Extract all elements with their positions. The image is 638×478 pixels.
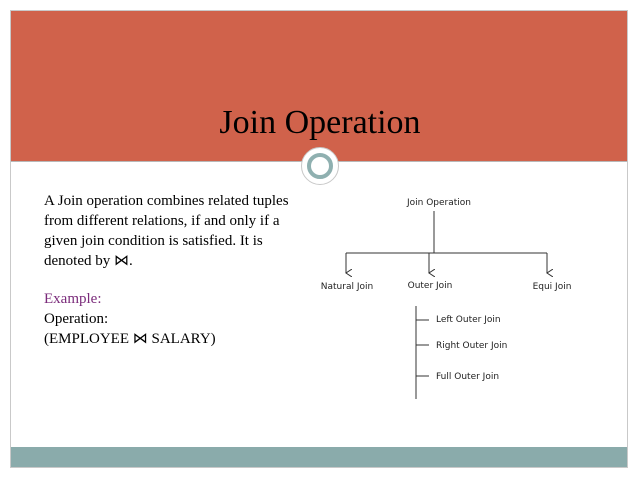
operation-label: Operation: <box>44 311 109 327</box>
slide-footer <box>11 447 628 468</box>
definition-paragraph: A Join operation combines related tuples from different relations, if and only if a given join condition is satisfied. It is denoted by ⋈. <box>44 193 289 269</box>
node-right-outer-join: Right Outer Join <box>436 341 508 351</box>
node-left-outer-join: Left Outer Join <box>436 315 501 325</box>
node-outer-join: Outer Join <box>407 281 453 291</box>
node-equi-join: Equi Join <box>532 282 572 292</box>
operation-expression: (EMPLOYEE ⋈ SALARY) <box>44 331 216 347</box>
node-natural-join: Natural Join <box>320 282 374 292</box>
join-types-tree-diagram <box>11 11 628 468</box>
tree-root-label: Join Operation <box>406 198 472 208</box>
node-full-outer-join: Full Outer Join <box>436 372 500 382</box>
slide-title: Join Operation <box>219 104 421 141</box>
slide <box>10 10 628 468</box>
example-label: Example: <box>44 291 102 307</box>
